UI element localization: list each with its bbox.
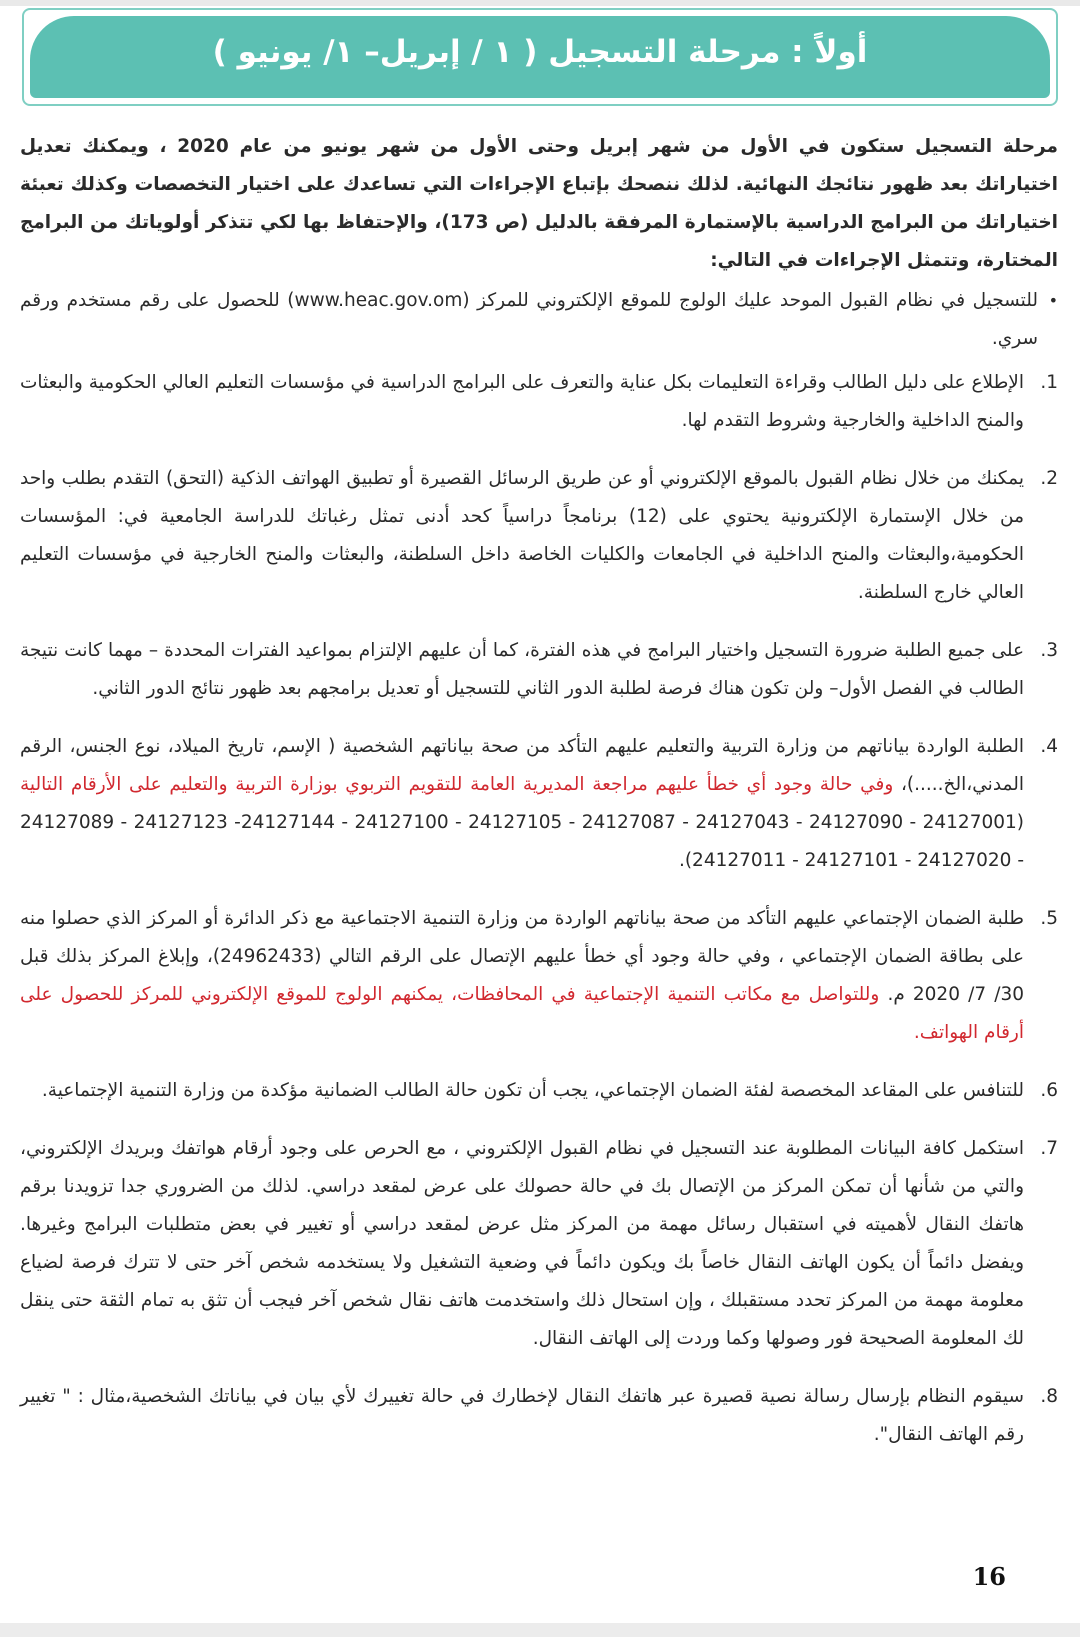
bullet-text: للتسجيل في نظام القبول الموحد عليك الولوج للموقع الإلكتروني للمركز (www.heac.gov.om) للحصول على رقم مستخدم ورقم سري. [20, 290, 1038, 349]
item-number: 6. [1040, 1080, 1058, 1101]
item-number: 3. [1040, 640, 1058, 661]
item-number: 5. [1040, 908, 1058, 929]
item-text-wrapper [20, 728, 1024, 880]
highlighted-text: وفي حالة وجود أي خطأ عليهم مراجعة المديرية العامة للتقويم التربوي بوزارة التربية والتعليم على الأرقام التالية [20, 774, 894, 795]
page-number: 16 [972, 1562, 1006, 1591]
list-item-1 [20, 364, 1058, 440]
document-body [20, 128, 1058, 1474]
bullet-item [20, 282, 1058, 358]
intro-paragraph: مرحلة التسجيل ستكون في الأول من شهر إبريل وحتى الأول من شهر يونيو من عام 2020 ، ويمكنك تعديل اختياراتك بعد ظهور نتائجك النهائية. لذلك ننصحك بإتباع الإجراءات التي تساعدك على اختيار التخصصات وكذلك تعبئة اختياراتك من البرامج الدراسية بالإستمارة المرفقة بالدليل (ص 173)، والإحتفاظ بها لكي تتذكر أولوياتك من البرامج المختارة، وتتمثل الإجراءات في التالي: [20, 136, 1058, 271]
list-item-2 [20, 460, 1058, 612]
item-text-wrapper [20, 900, 1024, 1052]
item-text: يمكنك من خلال نظام القبول بالموقع الإلكتروني أو عن طريق الرسائل القصيرة أو تطبيق الهواتف الذكية (التحق) التقدم بطلب واحد من خلال الإستمارة الإلكترونية يحتوي على (12) برنامجاً دراسياً كحد أدنى تمثل رغباتك للدراسة الجامعية في: المؤسسات الحكومية،والبعثات والمنح الداخلية في الجامعات والكليات الخاصة داخل السلطنة، والبعثات والمنح الخارجية في مؤسسات التعليم العالي خارج السلطنة. [20, 468, 1024, 603]
bottom-edge [0, 1623, 1080, 1637]
section-title: أولاً : مرحلة التسجيل ( ١ / إبريل– ١/ يونيو ) [212, 34, 868, 70]
item-text: استكمل كافة البيانات المطلوبة عند التسجيل في نظام القبول الإلكتروني ، مع الحرص على وجود أرقام هواتفك وبريدك الإلكتروني، والتي من شأنها أن تمكن المركز من الإتصال بك في حالة حصولك على عرض لمقعد دراسي. لذلك من الضروري جدا تزويدنا برقم هاتفك النقال لأهميته في استقبال رسائل مهمة من المركز مثل عرض لمقعد دراسي أو تغيير في بعض متطلبات البرامج وغيرها. ويفضل دائماً أن يكون الهاتف النقال خاصاً بك ويكون دائماً في وضعية التشغيل ولا يستخدمه شخص آخر حتى لا تترك فرصة لضياع معلومة مهمة من المركز تحدد مستقبلك ، وإن استحال ذلك واستخدمت هاتف نقال شخص آخر فيجب أن تثق به تمام الثقة حتى ينقل لك المعلومة الصحيحة فور وصولها وكما وردت إلى الهاتف النقال. [20, 1138, 1024, 1349]
list-item-6 [20, 1072, 1058, 1110]
bullet-mark: • [1048, 291, 1058, 310]
highlighted-text: وللتواصل مع مكاتب التنمية الإجتماعية في المحافظات، يمكنهم الولوج للموقع الإلكتروني للمركز للحصول على أرقام الهواتف. [20, 984, 1024, 1043]
item-text: الإطلاع على دليل الطالب وقراءة التعليمات بكل عناية والتعرف على البرامج الدراسية في مؤسسات التعليم العالي الحكومية والبعثات والمنح الداخلية والخارجية وشروط التقدم لها. [20, 372, 1024, 431]
phone-numbers: (24127001 - 24127090 - 24127043 - 24127087 - 24127105 - 24127100 - 24127144- 24127123 - 24127089 - 24127020 - 24127101 - 24127011). [20, 812, 1025, 871]
list-item-8 [20, 1378, 1058, 1454]
list-item-7 [20, 1130, 1058, 1358]
item-number: 2. [1040, 468, 1058, 489]
section-header-banner [22, 8, 1058, 106]
item-text: طلبة الضمان الإجتماعي عليهم التأكد من صحة بياناتهم الواردة من وزارة التنمية الاجتماعية مع ذكر الدائرة أو المركز الذي حصلوا منه على بطاقة الضمان الإجتماعي ، وفي حالة وجود أي خطأ عليهم الإتصال على الرقم التالي (24962433)، وإبلاغ المركز بذلك قبل 30/ 7/ 2020 م. [20, 908, 1025, 1005]
item-number: 1. [1040, 372, 1058, 393]
item-number: 4. [1040, 736, 1058, 757]
list-item-5 [20, 900, 1058, 1052]
top-edge [0, 0, 1080, 6]
list-item-4 [20, 728, 1058, 880]
item-text: على جميع الطلبة ضرورة التسجيل واختيار البرامج في هذه الفترة، كما أن عليهم الإلتزام بمواعيد الفترات المحددة – مهما كانت نتيجة الطالب في الفصل الأول– ولن تكون هناك فرصة لطلبة الدور الثاني للتسجيل أو تعديل برامجهم بعد ظهور نتائج الدور الثاني. [20, 640, 1024, 699]
item-text: الطلبة الواردة بياناتهم من وزارة التربية والتعليم عليهم التأكد من صحة بياناتهم الشخصية ( الإسم، تاريخ الميلاد، نوع الجنس، الرقم المدني،الخ.....)، [20, 736, 1024, 795]
item-number: 8. [1040, 1386, 1058, 1407]
item-text: سيقوم النظام بإرسال رسالة نصية قصيرة عبر هاتفك النقال لإخطارك في حالة تغييرك لأي بيان في بياناتك الشخصية،مثال : " تغيير رقم الهاتف النقال". [20, 1386, 1024, 1445]
item-text: للتنافس على المقاعد المخصصة لفئة الضمان الإجتماعي، يجب أن تكون حالة الطالب الضمانية مؤكدة من وزارة التنمية الإجتماعية. [41, 1080, 1024, 1101]
item-number: 7. [1040, 1138, 1058, 1159]
list-item-3 [20, 632, 1058, 708]
